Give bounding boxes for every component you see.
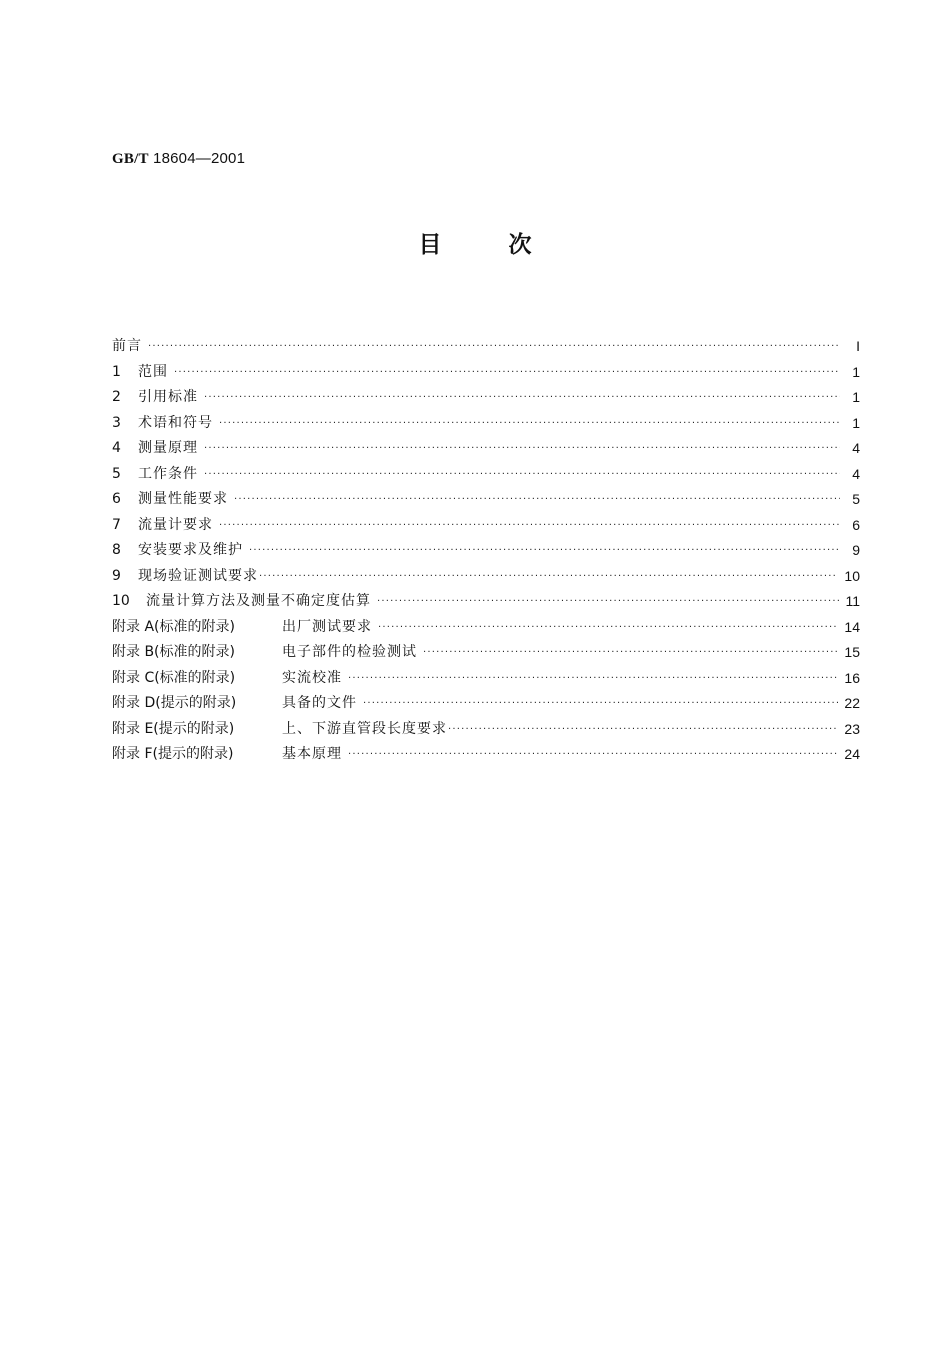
toc-entry-9[interactable] xyxy=(112,564,860,590)
toc-entry-number: 8 xyxy=(112,542,121,558)
toc-entry-number: 附录 E(提示的附录) xyxy=(112,720,235,737)
toc-entry-appendix-c[interactable] xyxy=(112,666,860,692)
dot-leader xyxy=(204,462,840,488)
dot-leader xyxy=(234,487,840,513)
toc-entry-4[interactable] xyxy=(112,436,860,462)
toc-entry-page: 15 xyxy=(844,644,860,660)
toc-heading-char-2: 次 xyxy=(508,232,532,258)
toc-entry-title: 术语和符号 xyxy=(138,414,213,431)
toc-entry-page: 1 xyxy=(852,363,860,380)
toc-entry-title: 基本原理 xyxy=(282,746,342,762)
table-of-contents xyxy=(112,334,860,768)
dot-leader xyxy=(249,538,840,564)
dot-leader xyxy=(204,385,840,411)
toc-entry-title: 具备的文件 xyxy=(282,695,357,711)
dot-leader xyxy=(348,666,838,692)
toc-entry-title: 测量原理 xyxy=(138,440,198,456)
toc-entry-page: 4 xyxy=(852,440,860,456)
toc-entry-page: 1 xyxy=(852,389,860,405)
dot-leader xyxy=(423,640,838,666)
dot-leader xyxy=(377,589,839,615)
toc-entry-number: 4 xyxy=(112,440,121,456)
toc-entry-number: 3 xyxy=(112,414,121,431)
toc-heading xyxy=(0,226,950,259)
dot-leader xyxy=(348,742,838,768)
dot-leader xyxy=(259,564,838,590)
toc-entry-number: 9 xyxy=(112,567,121,584)
toc-entry-page: I xyxy=(856,338,860,354)
toc-entry-title: 引用标准 xyxy=(138,389,198,405)
dot-leader xyxy=(448,717,838,743)
toc-entry-appendix-a[interactable] xyxy=(112,615,860,641)
standard-code xyxy=(112,150,245,168)
dot-leader xyxy=(204,436,840,462)
dot-leader xyxy=(148,334,840,360)
toc-entry-7[interactable] xyxy=(112,513,860,539)
toc-entry-2[interactable] xyxy=(112,385,860,411)
toc-entry-title: 工作条件 xyxy=(138,465,198,482)
toc-entry-page: 4 xyxy=(852,465,860,482)
toc-entry-10[interactable] xyxy=(112,589,860,615)
toc-entry-number: 6 xyxy=(112,491,121,507)
toc-entry-1[interactable] xyxy=(112,360,860,386)
toc-entry-page: 1 xyxy=(852,414,860,431)
toc-entry-number: 2 xyxy=(112,389,121,405)
toc-entry-appendix-f[interactable] xyxy=(112,742,860,768)
toc-entry-8[interactable] xyxy=(112,538,860,564)
standard-prefix: GB/T xyxy=(112,151,149,167)
dot-leader xyxy=(219,513,840,539)
toc-entry-page: 16 xyxy=(844,669,860,686)
toc-entry-page: 6 xyxy=(852,516,860,533)
toc-entry-title: 安装要求及维护 xyxy=(138,542,243,558)
toc-entry-preface[interactable] xyxy=(112,334,860,360)
toc-entry-page: 22 xyxy=(844,695,860,711)
toc-entry-title: 范围 xyxy=(138,363,168,380)
toc-entry-number: 附录 A(标准的附录) xyxy=(112,618,235,635)
toc-entry-title: 流量计算方法及测量不确定度估算 xyxy=(146,593,371,609)
toc-entry-page: 9 xyxy=(852,542,860,558)
toc-entry-6[interactable] xyxy=(112,487,860,513)
toc-entry-number: 附录 B(标准的附录) xyxy=(112,644,235,660)
toc-entry-number: 7 xyxy=(112,516,121,533)
dot-leader xyxy=(174,360,840,386)
toc-entry-title: 现场验证测试要求 xyxy=(138,567,258,584)
toc-entry-number: 1 xyxy=(112,363,121,380)
toc-entry-title: 上、下游直管段长度要求 xyxy=(282,720,447,737)
toc-entry-title: 测量性能要求 xyxy=(138,491,228,507)
toc-entry-number: 10 xyxy=(112,593,130,609)
dot-leader xyxy=(378,615,838,641)
toc-entry-page: 11 xyxy=(845,593,860,609)
toc-entry-appendix-d[interactable] xyxy=(112,691,860,717)
standard-number: 18604—2001 xyxy=(153,150,246,167)
toc-entry-title: 电子部件的检验测试 xyxy=(282,644,417,660)
toc-entry-title: 前言 xyxy=(112,338,142,354)
toc-entry-title: 出厂测试要求 xyxy=(282,618,372,635)
toc-entry-page: 5 xyxy=(852,491,860,507)
toc-entry-page: 24 xyxy=(844,746,860,762)
toc-entry-title: 流量计要求 xyxy=(138,516,213,533)
toc-entry-appendix-b[interactable] xyxy=(112,640,860,666)
toc-entry-number: 附录 F(提示的附录) xyxy=(112,746,234,762)
toc-heading-char-1: 目 xyxy=(418,232,442,258)
toc-entry-page: 10 xyxy=(844,567,860,584)
toc-entry-number: 附录 C(标准的附录) xyxy=(112,669,236,686)
toc-entry-title: 实流校准 xyxy=(282,669,342,686)
toc-entry-5[interactable] xyxy=(112,462,860,488)
toc-entry-page: 23 xyxy=(844,720,860,737)
dot-leader xyxy=(363,691,838,717)
toc-entry-appendix-e[interactable] xyxy=(112,717,860,743)
toc-entry-page: 14 xyxy=(844,618,860,635)
dot-leader xyxy=(219,411,840,437)
toc-entry-3[interactable] xyxy=(112,411,860,437)
toc-entry-number: 5 xyxy=(112,465,121,482)
toc-entry-number: 附录 D(提示的附录) xyxy=(112,695,237,711)
